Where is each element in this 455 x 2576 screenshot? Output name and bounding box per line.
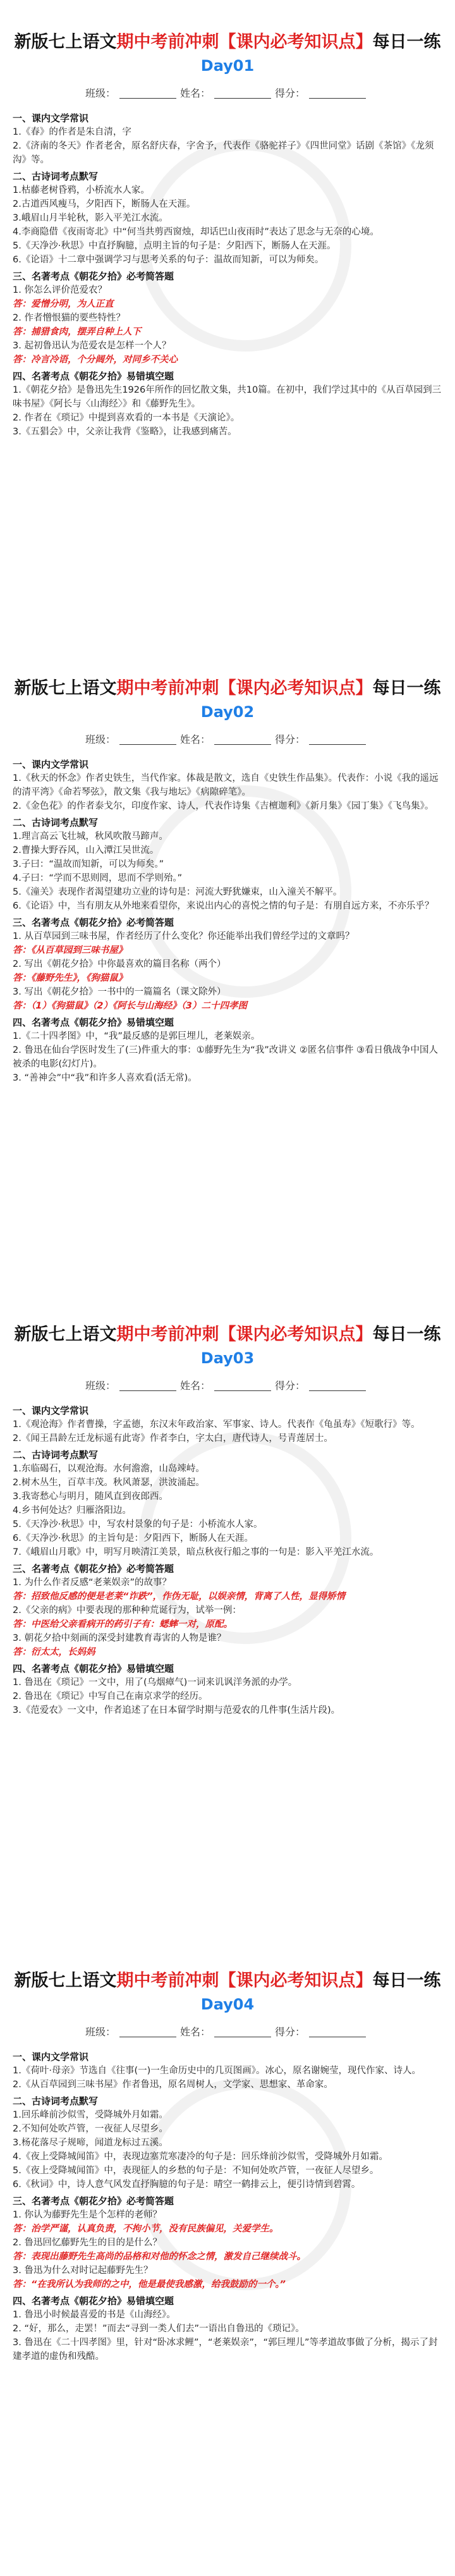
answer-line: 答：治学严谨，认真负责，不拘小节，没有民族偏见，关爱学生。: [13, 2224, 279, 2234]
class-blank-field[interactable]: [119, 735, 176, 745]
question-line: 3.《范爱农》一文中，作者追述了在日本留学时期与范爱农的几件事(生活片段)。: [13, 1705, 341, 1715]
question-line: 1.《观沧海》作者曹操，字孟德，东汉末年政治家、军事家、诗人。代表作《龟虽寿》《短歌行》等。: [13, 1420, 420, 1430]
class-label: 班级：: [85, 733, 116, 745]
question-line: 2. 鲁迅在仙台学医时发生了(三)件重大的事：①藤野先生为“我”改讲义 ②匿名信事件 ③看日俄战争中国人被杀的电影(幻灯片)。: [13, 1045, 438, 1069]
question-line: 3. “善神会”中“我”和许多人喜欢看(活无常)。: [13, 1073, 197, 1083]
exercise-content: [13, 2047, 442, 2364]
question-line: 3. 写出《朝花夕拾》一书中的一篇篇名（课文除外）: [13, 987, 226, 997]
day-label: Day01: [200, 57, 255, 75]
answer-line: 答：冷言冷语，个分阔外，对同乡不关心: [13, 355, 178, 365]
day-label: Day04: [200, 1996, 255, 2013]
title-mid: 期中考前冲刺【课内必考知识点】: [116, 1971, 373, 1990]
question-line: 6.《秋词》中，诗人意气风发直抒胸臆的句子是：晴空一鹤排云上，便引诗情到碧霄。: [13, 2180, 361, 2190]
answer-line: 答：捕猎食肉，摆弄自种上人下: [13, 327, 141, 337]
title-mid: 期中考前冲刺【课内必考知识点】: [116, 678, 373, 698]
question-line: 1.《荷叶·母亲》节选自《往事(一)一生命历史中的几页图画》。冰心，原名谢婉莹，现代作家、诗人。: [13, 2066, 422, 2076]
question-line: 2.古道西风瘦马，夕阳西下，断肠人在天涯。: [13, 199, 196, 209]
answer-line: 答：表现出藤野先生高尚的品格和对他的怀念之情，激发自己继续战斗。: [13, 2252, 306, 2262]
section-heading: 四、名著考点《朝花夕拾》易错填空题: [13, 2295, 174, 2307]
section-heading: 三、名著考点《朝花夕拾》必考简答题: [13, 1563, 174, 1574]
question-line: 1.《秋天的怀念》作者史铁生，当代作家。体裁是散文，选自《史铁生作品集》。代表作：小说《我的遥远的清平湾》《命若琴弦》，散文集《我与地坛》《病隙碎笔》。: [13, 773, 439, 797]
question-line: 3.我寄愁心与明月，随风直到夜郎西。: [13, 1492, 168, 1502]
score-blank-field[interactable]: [309, 89, 366, 99]
exercise-content: [13, 755, 442, 1085]
title-suffix: 每日一练: [372, 678, 441, 698]
question-line: 1. 你认为藤野先生是个怎样的老师？: [13, 2210, 162, 2220]
question-line: 2. 作者憎恨猫的要些特性？: [13, 313, 125, 323]
name-label: 姓名：: [179, 2026, 210, 2038]
question-line: 4.子曰：“学而不思则罔，思而不学则殆。”: [13, 873, 183, 883]
question-line: 3. 朝花夕拾中刻画的深受封建教育毒害的人物是谁？: [13, 1633, 226, 1643]
question-line: 6.《论语》中，当有朋友从外地来看望你，来说出内心的喜悦之情的句子是：有朋自远方来，不亦乐乎？: [13, 901, 434, 911]
question-line: 5.《天净沙·秋思》中直抒胸臆，点明主旨的句子是：夕阳西下，断肠人在天涯。: [13, 241, 336, 251]
question-line: 2. 写出《朝花夕拾》中你最喜欢的篇目名称（两个）: [13, 959, 226, 969]
name-label: 姓名：: [179, 1380, 210, 1392]
title-prefix: 新版七上语文: [14, 1325, 117, 1344]
question-line: 4.《夜上受降城闻笛》中，表现边塞荒寒凄冷的句子是：回乐烽前沙似雪，受降城外月如霜。: [13, 2152, 388, 2162]
section-heading: 三、名著考点《朝花夕拾》必考简答题: [13, 917, 174, 928]
question-line: 6.《论语》十二章中强调学习与思考关系的句子：温故而知新，可以为师矣。: [13, 255, 324, 265]
day-page-2: [0, 646, 455, 1279]
question-line: 5.《天净沙·秋思》中，写农村景象的句子是：小桥流水人家。: [13, 1519, 263, 1530]
title-suffix: 每日一练: [372, 1325, 441, 1344]
name-blank-field[interactable]: [214, 735, 271, 745]
day-page-1: [0, 0, 455, 632]
question-line: 3. 起初鲁迅认为范爱农是怎样一个人？: [13, 341, 171, 351]
section-heading: 二、古诗词考点默写: [13, 171, 99, 182]
answer-line: 答：（1）《狗猫鼠》（2）《阿长与山海经》（3）二十四孝图: [13, 1001, 248, 1011]
answer-line: 答：《藤野先生》，《狗猫鼠》: [13, 973, 128, 983]
question-line: 5.《潼关》表现作者渴望建功立业的诗句是：河流大野犹嫌束，山入潼关不解平。: [13, 887, 343, 897]
section-heading: 四、名著考点《朝花夕拾》易错填空题: [13, 1663, 174, 1674]
section-heading: 一、课内文学常识: [13, 2051, 89, 2063]
question-line: 6.《天净沙·秋思》的主旨句是：夕阳西下，断肠人在天涯。: [13, 1533, 253, 1543]
question-line: 2.《从百草园到三味书屋》作者鲁迅，原名周树人，文学家、思想家、革命家。: [13, 2080, 333, 2090]
question-line: 1.理言高云飞壮城，秋风吹散马蹄声。: [13, 831, 168, 842]
section-heading: 二、古诗词考点默写: [13, 2095, 99, 2107]
question-line: 3.杨花落尽子规啼，闻道龙标过五溪。: [13, 2138, 168, 2148]
question-line: 2.树木丛生，百草丰茂。秋风萧瑟，洪波涌起。: [13, 1478, 205, 1488]
page-title: [0, 674, 455, 699]
title-suffix: 每日一练: [372, 32, 441, 52]
day-label: Day02: [200, 703, 255, 721]
title-prefix: 新版七上语文: [14, 1971, 117, 1990]
question-line: 1.《朝花夕拾》是鲁迅先生1926年所作的回忆散文集，共10篇。在初中，我们学过其中的《从百草园到三味书屋》《阿长与〈山海经〉》和《藤野先生》。: [13, 385, 442, 409]
name-label: 姓名：: [179, 733, 210, 745]
section-heading: 三、名著考点《朝花夕拾》必考简答题: [13, 2195, 174, 2207]
question-line: 1. 鲁迅在《琐记》一文中，用了(乌烟瘴气)一词来讥讽洋务派的办学。: [13, 1677, 298, 1688]
answer-line: 答：招致他反感的便是老莱“诈跌”，作伪无耻，以娱亲情，背离了人性，显得矫情: [13, 1592, 346, 1602]
answer-line: 答：爱憎分明，为人正直: [13, 299, 114, 309]
class-label: 班级：: [85, 87, 116, 99]
question-line: 5.《夜上受降城闻笛》中，表现征人的乡愁的句子是：不知何处吹芦管，一夜征人尽望乡。: [13, 2166, 379, 2176]
section-heading: 二、古诗词考点默写: [13, 1449, 99, 1461]
question-line: 3.《五猖会》中，父亲让我背《鉴略》，让我感到痛苦。: [13, 427, 237, 437]
score-label: 得分：: [275, 1380, 306, 1392]
score-blank-field[interactable]: [309, 2028, 366, 2037]
question-line: 3.子曰：“温故而知新，可以为师矣。”: [13, 859, 164, 869]
day-page-3: [0, 1292, 455, 1925]
score-blank-field[interactable]: [309, 735, 366, 745]
class-label: 班级：: [85, 1380, 116, 1392]
student-info-row: [0, 85, 455, 100]
title-prefix: 新版七上语文: [14, 32, 117, 52]
answer-line: 答：“在我所认为我师的之中，他是最使我感激，给我鼓励的一个。”: [13, 2279, 286, 2290]
question-line: 3. 鲁迅为什么对时记起藤野先生？: [13, 2266, 153, 2276]
question-line: 2. 鲁迅回忆藤野先生的目的是什么？: [13, 2238, 162, 2248]
class-blank-field[interactable]: [119, 2028, 176, 2037]
section-heading: 一、课内文学常识: [13, 1405, 89, 1416]
section-heading: 一、课内文学常识: [13, 113, 89, 124]
day-label: Day03: [200, 1349, 255, 1367]
question-line: 2.《父亲的病》中要表现的那种种荒诞行为，试举一例：: [13, 1605, 241, 1616]
question-line: 2. 鲁迅在《琐记》中写自己在南京求学的经历。: [13, 1691, 208, 1702]
question-line: 1.枯藤老树昏鸦，小桥流水人家。: [13, 185, 150, 195]
class-blank-field[interactable]: [119, 89, 176, 99]
student-info-row: [0, 732, 455, 746]
question-line: 1. 为什么作者反感“老莱娱亲”的故事？: [13, 1578, 171, 1588]
page-title: [0, 1966, 455, 1991]
question-line: 4.乡书何处达？归雁洛阳边。: [13, 1506, 131, 1516]
section-heading: 一、课内文学常识: [13, 759, 89, 770]
section-heading: 四、名著考点《朝花夕拾》易错填空题: [13, 371, 174, 382]
section-heading: 二、古诗词考点默写: [13, 817, 99, 828]
question-line: 1.《春》的作者是朱自清，字: [13, 127, 131, 137]
student-info-row: [0, 1378, 455, 1392]
question-line: 1. 你怎么评价范爱农？: [13, 285, 107, 295]
title-prefix: 新版七上语文: [14, 678, 117, 698]
section-heading: 三、名著考点《朝花夕拾》必考简答题: [13, 271, 174, 282]
question-line: 2.不知何处吹芦管，一夜征人尽望乡。: [13, 2124, 168, 2134]
title-mid: 期中考前冲刺【课内必考知识点】: [116, 32, 373, 52]
question-line: 1. 鲁迅小时候最喜爱的书是《山海经》。: [13, 2310, 176, 2320]
question-line: 4.李商隐借《夜雨寄北》中“何当共剪西窗烛，却话巴山夜雨时”表达了思念与无奈的心境。: [13, 227, 379, 237]
title-mid: 期中考前冲刺【课内必考知识点】: [116, 1325, 373, 1344]
question-line: 2.曹操大野吞风，山入潭江吴世流。: [13, 845, 159, 856]
answer-line: 答：衍太太，长妈妈: [13, 1647, 95, 1657]
section-heading: 四、名著考点《朝花夕拾》易错填空题: [13, 1017, 174, 1028]
question-line: 1. 从百草园到三味书屋，作者经历了什么变化？你还能举出我们曾经学过的文章吗？: [13, 931, 355, 941]
question-line: 2.《济南的冬天》作者老舍，原名舒庆春，字舍予，代表作《骆驼祥子》《四世同堂》话剧《茶馆》《龙须沟》等。: [13, 141, 434, 165]
score-blank-field[interactable]: [309, 1382, 366, 1391]
day-page-4: [0, 1939, 455, 2571]
score-label: 得分：: [275, 87, 306, 99]
question-line: 2. 作者在《琐记》中提到喜欢看的一本书是《天演论》。: [13, 413, 240, 423]
class-label: 班级：: [85, 2026, 116, 2038]
exercise-content: [13, 1401, 442, 1717]
question-line: 1.东临碣石，以观沧海。水何澹澹，山岛竦峙。: [13, 1464, 205, 1474]
class-blank-field[interactable]: [119, 1382, 176, 1391]
name-blank-field[interactable]: [214, 1382, 271, 1391]
question-line: 3.峨眉山月半轮秋，影入平羌江水流。: [13, 213, 168, 223]
score-label: 得分：: [275, 2026, 306, 2038]
question-line: 2.《金色花》的作者泰戈尔，印度作家、诗人，代表作诗集《吉檀迦利》《新月集》《园丁集》《飞鸟集》。: [13, 801, 434, 811]
page-title: [0, 1320, 455, 1345]
page-title: [0, 28, 455, 52]
exercise-content: [13, 109, 442, 439]
question-line: 2.《闻王昌龄左迁龙标遥有此寄》作者李白，字太白，唐代诗人，号青莲居士。: [13, 1433, 333, 1444]
student-info-row: [0, 2024, 455, 2039]
question-line: 3. 鲁迅在《二十四孝图》里，针对“卧冰求鲤”，“老莱娱亲”，“郭巨埋儿”等孝道故事做了分析，揭示了封建孝道的虚伪和残酷。: [13, 2338, 438, 2362]
question-line: 2. “好，那么，走罢！”而去“寻到一类人们去”一语出自鲁迅的《琐记》。: [13, 2324, 305, 2334]
name-blank-field[interactable]: [214, 2028, 271, 2037]
name-label: 姓名：: [179, 87, 210, 99]
score-label: 得分：: [275, 733, 306, 745]
answer-line: 答：《从百草园到三味书屋》: [13, 945, 128, 955]
question-line: 7.《峨眉山月歌》中，明写月映清江美景，暗点秋夜行船之事的一句是：影入平羌江水流。: [13, 1547, 379, 1557]
answer-line: 答：中医给父亲看病开的药引子有：蟋蟀一对，原配。: [13, 1619, 233, 1629]
name-blank-field[interactable]: [214, 89, 271, 99]
question-line: 1.回乐峰前沙似雪，受降城外月如霜。: [13, 2110, 168, 2120]
title-suffix: 每日一练: [372, 1971, 441, 1990]
question-line: 1.《二十四孝图》中，“我”最反感的是郭巨埋儿，老莱娱亲。: [13, 1031, 260, 1041]
